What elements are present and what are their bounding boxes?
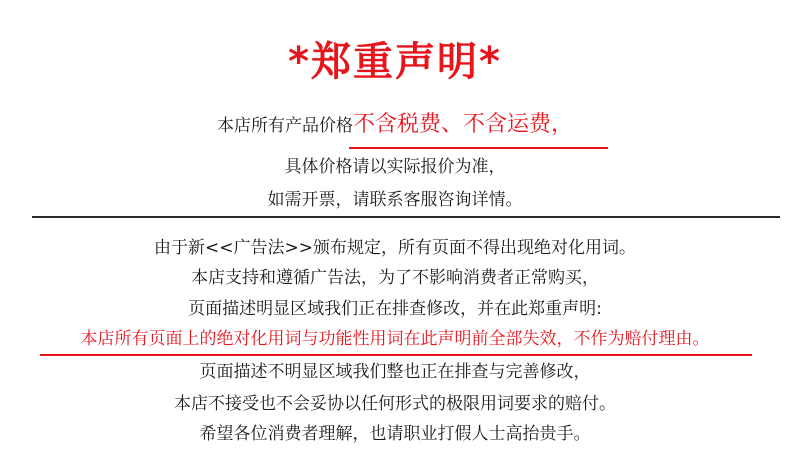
ad-law-line-2: 本店支持和遵循广告法，为了不影响消费者正常购买， [191,268,599,288]
ad-law-line-5: 页面描述不明显区域我们整也正在排查与完善修改， [199,362,591,382]
ad-law-line-3: 页面描述明显区域我们正在排查修改，并在此郑重声明: [188,299,602,319]
invoice-notice-line: 如需开票，请联系客服咨询详情。 [267,190,523,210]
price-notice-highlight: 不含税费、不含运费， [352,112,573,137]
section-divider [32,216,780,218]
price-notice-underline [349,147,608,149]
ad-law-line-7: 希望各位消费者理解，也请职业打假人士高抬贵手。 [199,424,591,444]
ad-law-line-6: 本店不接受也不会妥协以任何形式的极限用词要求的赔付。 [174,394,616,414]
price-notice-line [0,113,790,138]
statement-title: *郑重声明* [288,39,502,85]
ad-law-highlight-line: 本店所有页面上的绝对化用词与功能性用词在此声明前全部失效，不作为赔付理由。 [80,329,710,349]
ad-law-highlight-underline [40,354,752,356]
quote-notice-line: 具体价格请以实际报价为准， [284,157,506,177]
ad-law-line-1: 由于新<<广告法>>颁布规定，所有页面不得出现绝对化用词。 [154,238,636,258]
price-notice-lead: 本店所有产品价格 [216,116,353,136]
